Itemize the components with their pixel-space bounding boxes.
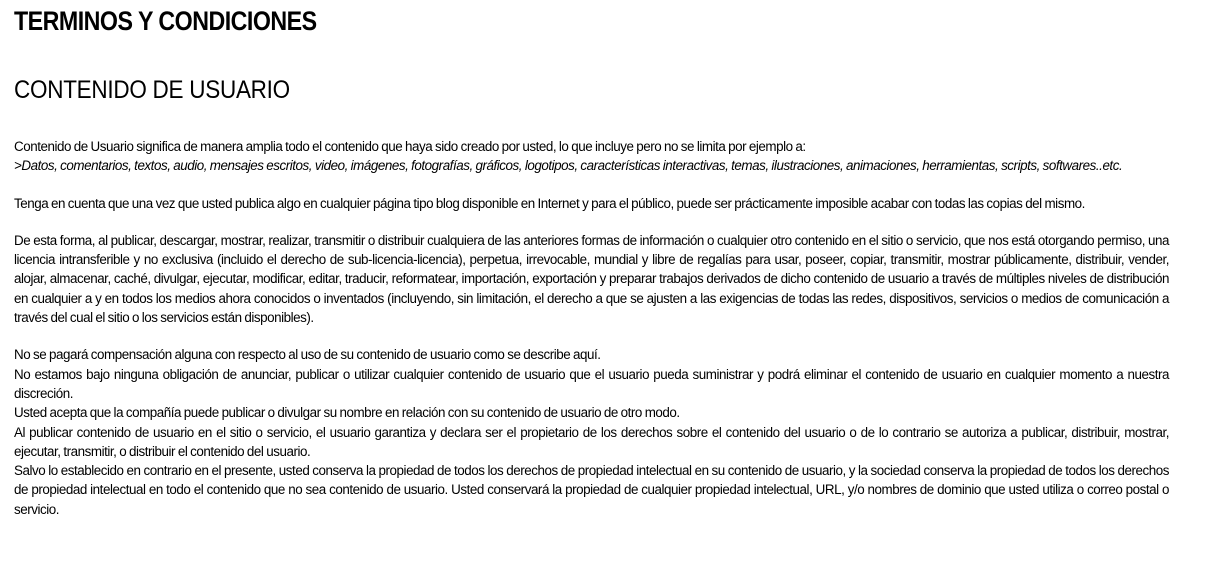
paragraph-examples-list: >Datos, comentarios, textos, audio, mensajes escritos, video, imágenes, fotografías, gráficos, logotipos, características interactivas, temas, ilustraciones, animaciones, herramientas, scripts, softwares..etc.: [14, 158, 1123, 174]
terms-body: [14, 137, 1169, 519]
paragraph-name-publication: Usted acepta que la compañía puede publicar o divulgar su nombre en relación con su contenido de usuario de otro modo.: [14, 405, 680, 421]
page-title: TERMINOS Y CONDICIONES: [14, 6, 317, 36]
paragraph-no-obligation: No estamos bajo ninguna obligación de anunciar, publicar o utilizar cualquier contenido de usuario que el usuario pueda suministrar y podrá eliminar el contenido de usuario en cualquier momento a nuestra discreción.: [14, 366, 1169, 401]
paragraph-license-grant: De esta forma, al publicar, descargar, mostrar, realizar, transmitir o distribuir cualquiera de las anteriores formas de información o cualquier otro contenido en el sitio o servicio, que nos está otorgando permiso, una licencia intransferible y no exclusiva (incluido el derecho de sub-licencia-licencia), perpetua, irrevocable, mundial y libre de regalías para usar, poseer, copiar, transmitir, mostrar públicamente, distribuir, vender, alojar, almacenar, caché, divulgar, ejecutar, modificar, editar, traducir, reformatear, importación, exportación y preparar trabajos derivados de dicho contenido de usuario a través de múltiples niveles de distribución en cualquier a y en todos los medios ahora conocidos o inventados (incluyendo, sin limitación, el derecho a que se ajusten a las exigencias de todas las redes, dispositivos, servicios o medios de comunicación a través del cual el sitio o los servicios están disponibles).: [14, 232, 1169, 326]
paragraph-user-warranty: Al publicar contenido de usuario en el sitio o servicio, el usuario garantiza y declara ser el propietario de los derechos sobre el contenido del usuario o de lo contrario se autoriza a publicar, distribuir, mostrar, ejecutar, transmitir, o distribuir el contenido del usuario.: [14, 424, 1169, 459]
paragraph-no-compensation: No se pagará compensación alguna con respecto al uso de su contenido de usuario como se describe aquí.: [14, 347, 601, 363]
paragraph-definition: Contenido de Usuario significa de manera amplia todo el contenido que haya sido creado por usted, lo que incluye pero no se limita por ejemplo a:: [14, 139, 806, 154]
paragraph-ownership: Salvo lo establecido en contrario en el presente, usted conserva la propiedad de todos los derechos de propiedad intelectual en su contenido de usuario, y la sociedad conserva la propiedad de todos los derechos de propiedad intelectual en todo el contenido que no sea contenido de usuario. Usted conservará la propiedad de cualquier propiedad intelectual, URL, y/o nombres de dominio que usted utiliza o correo postal o servicio.: [14, 463, 1169, 517]
paragraph-copies-notice: Tenga en cuenta que una vez que usted publica algo en cualquier página tipo blog disponible en Internet y para el público, puede ser prácticamente imposible acabar con todas las copias del mismo.: [14, 195, 1085, 211]
section-title: CONTENIDO DE USUARIO: [14, 76, 290, 104]
